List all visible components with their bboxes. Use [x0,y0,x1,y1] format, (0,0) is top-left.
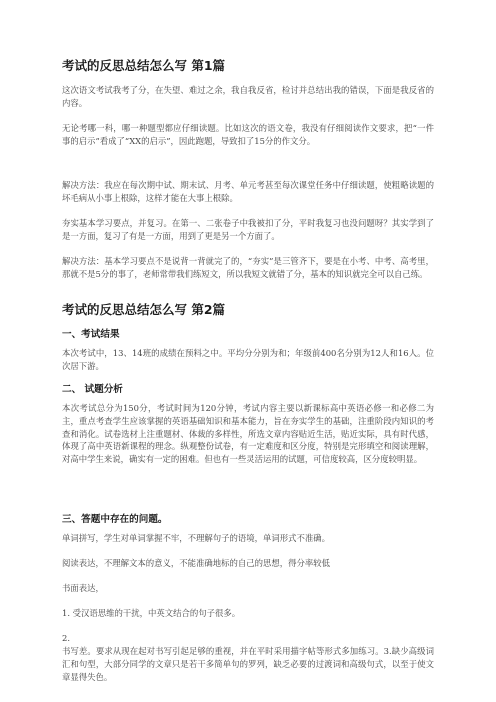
section-paragraph-analysis: 本次考试总分为150分，考试时间为120分钟，考试内容主要以新课标高中英语必修一和必修二为主，重点考查学生应该掌握的英语基础知识和基本能力，旨在夯实学生的基础，注重阶段内知识的考查和消化。试卷选材上注重题材、体裁的多样性，所选文章内容贴近生活，贴近实际，具有时代感，体现了高中英语新课程的理念。纵观整份试卷，有一定难度和区分度，特别是完形填空和阅读理解，对高中学生来说，确实有一定的困难。但也有一些灵活运用的试题，可信度较高，区分度较明显。 [62,403,434,465]
section-heading-problems: 三、答题中存在的问题。 [62,514,168,525]
problems-list-item-2-text: 书写差。要求从现在起对书写引起足够的重视，并在平时采用描字帖等形式多加练习。3.缺少高级词汇和句型，大部分同学的文章只是若干多简单句的罗列，缺乏必要的过渡词和高级句式，以至于使文章显得失色。 [62,646,434,682]
section-paragraph-results: 本次考试中，13、14班的成绩在预料之中。平均分分别为和；年级前400名分别为12人和16人。位次居下游。 [62,348,434,371]
article1-paragraph-1: 这次语文考试我考了分，在失望、难过之余，我自我反省，检讨并总结出我的错误，下面是我反省的内容。 [62,85,434,108]
problems-paragraph-reading: 阅读表达，不理解文本的意义，不能准确地标的自己的思想，得分率较低 [62,558,330,568]
article1-paragraph-5: 解决方法：基本学习要点不是说背一背就完了的，“夯实”是三管齐下，要是在小考、中考、高考里，那就不是5分的事了，老师常带我们练短文，所以我短文就错了分，基本的知识就完全可以自己练。 [62,256,434,279]
problems-paragraph-spelling: 单词拼写，学生对单词掌握不牢，不理解句子的语境，单词形式不准确。 [62,533,330,543]
section-heading-analysis: 二、 试题分析 [62,384,123,395]
article2-title: 考试的反思总结怎么写 第2篇 [62,302,226,317]
section-heading-results: 一、考试结果 [62,329,120,340]
article1-paragraph-3: 解决方法：我应在每次期中试、期末试、月考、单元考甚至每次课堂任务中仔细读题，使粗略读题的坏毛病从小事上根除，这样才能在大事上根除。 [62,180,434,203]
article1-paragraph-4: 夯实基本学习要点，并复习。在第一、二张卷子中我被扣了分，平时我复习也没问题呀？其实学到了是一方面，复习了有是一方面，用到了更是另一个方面了。 [62,218,434,241]
article1-paragraph-2: 无论考哪一科，哪一种题型都应仔细读题。比如这次的语文卷，我没有仔细阅读作文要求，把“一件事的启示”看成了“XX的启示”，因此跑题，导致扣了15分的作文分。 [62,123,434,146]
problems-list-item-1: 1. 受汉语思维的干扰，中英文结合的句子很多。 [62,608,241,618]
article1-title: 考试的反思总结怎么写 第1篇 [62,58,226,73]
problems-paragraph-writing: 书面表达， [62,583,104,593]
problems-list-item-2-number: 2. [62,633,70,643]
